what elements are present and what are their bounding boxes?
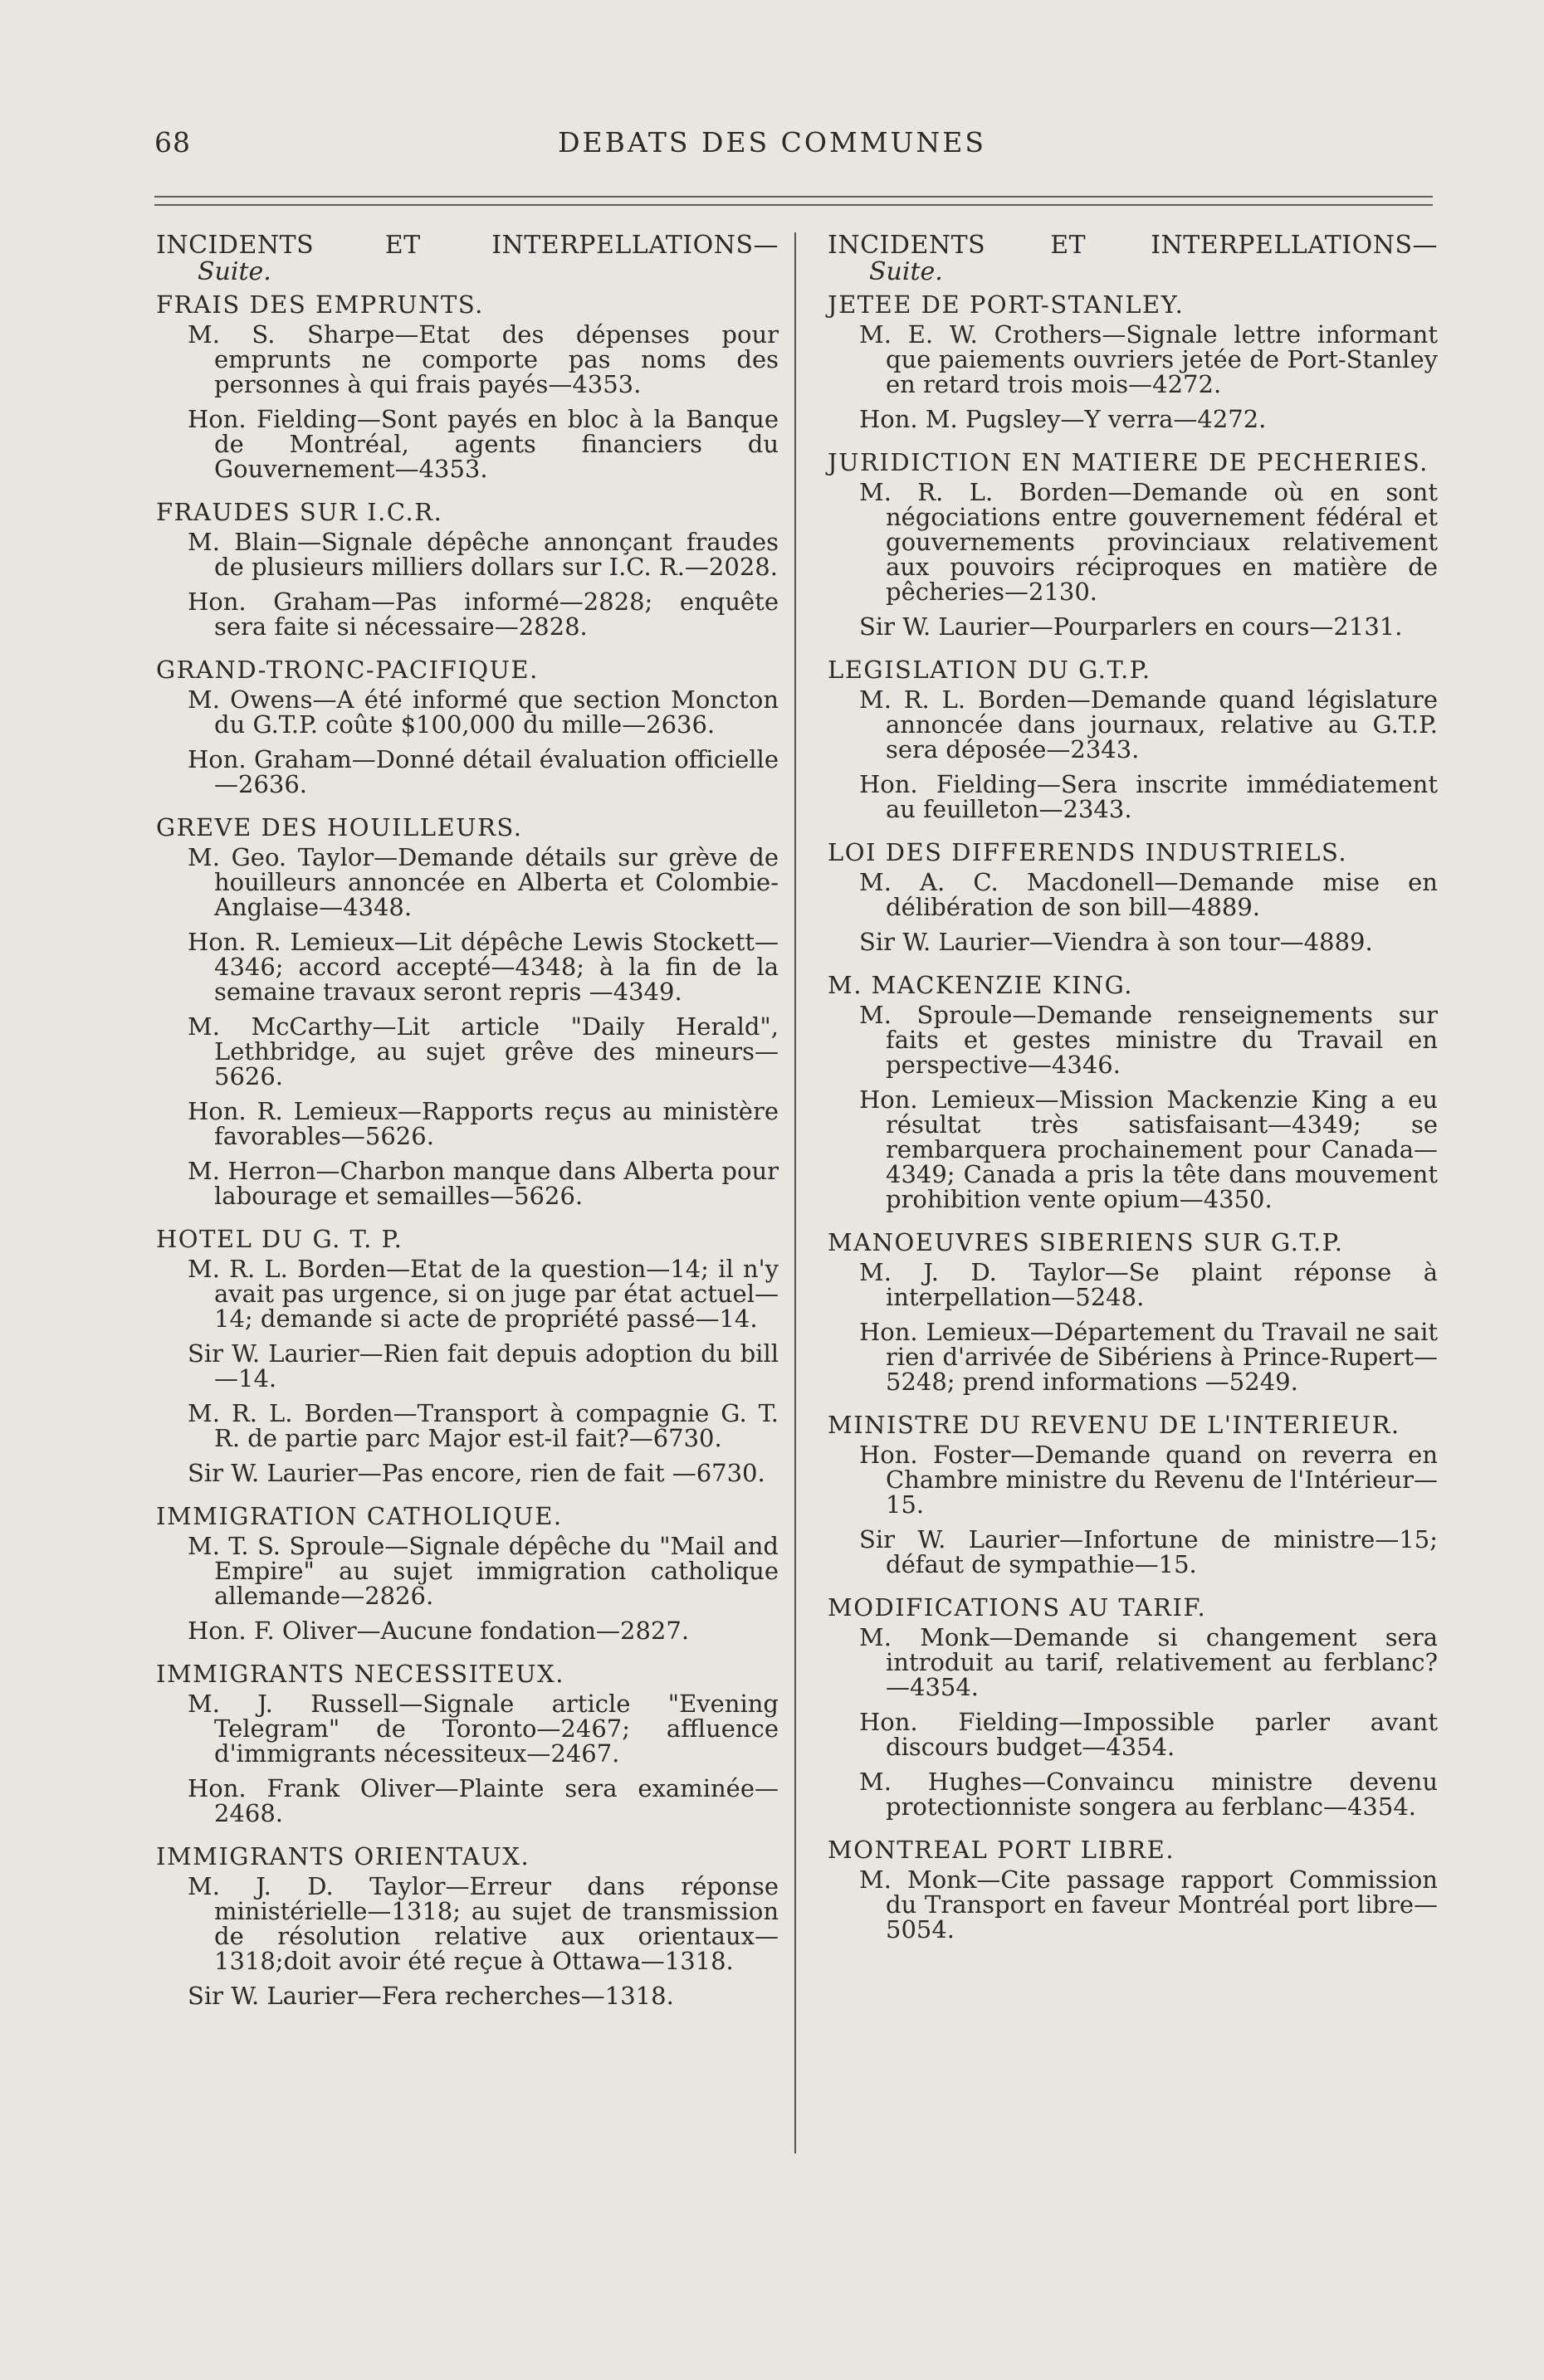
column-divider xyxy=(794,232,796,2153)
section-title: IMMIGRATION CATHOLIQUE. xyxy=(156,1502,563,1530)
section-title: IMMIGRANTS NECESSITEUX. xyxy=(156,1660,564,1688)
column-heading-word: ET xyxy=(1050,231,1087,260)
section-title: GRAND-TRONC-PACIFIQUE. xyxy=(156,656,539,684)
index-entry: M. Geo. Taylor—Demande détails sur grève de houilleurs annoncée en Alberta et Colombie-Anglaise—4348. xyxy=(188,843,779,921)
section-title: JETEE DE PORT-STANLEY. xyxy=(828,290,1185,319)
section-title: MODIFICATIONS AU TARIF. xyxy=(828,1593,1207,1622)
index-entry: M. S. Sharpe—Etat des dépenses pour emprunts ne comporte pas noms des personnes à qui frais payés—4353. xyxy=(188,320,779,398)
section-title: LEGISLATION DU G.T.P. xyxy=(828,656,1151,684)
section-title: MANOEUVRES SIBERIENS SUR G.T.P. xyxy=(828,1228,1344,1256)
index-entry: Hon. Fielding—Impossible parler avant discours budget—4354. xyxy=(859,1708,1438,1761)
section-list xyxy=(828,292,1438,1942)
index-entry: M. Sproule—Demande renseignements sur faits et gestes ministre du Travail en perspective—4346. xyxy=(859,1001,1438,1079)
index-entry: Hon. Lemieux—Mission Mackenzie King a eu résultat très satisfaisant—4349; se rembarquera prochainement pour Canada—4349; Canada a pris la tête dans mouvement prohibition vente opium—4350. xyxy=(859,1085,1438,1213)
column-heading-word: INCIDENTS xyxy=(156,231,315,260)
index-entry: Hon. Graham—Donné détail évaluation officielle—2636. xyxy=(188,745,779,798)
index-entry: Hon. F. Oliver—Aucune fondation—2827. xyxy=(188,1617,690,1645)
column-heading-word: INTERPELLATIONS— xyxy=(1151,231,1438,260)
header-rule-top xyxy=(154,196,1433,198)
index-entry: Hon. Lemieux—Département du Travail ne sait rien d'arrivée de Sibériens à Prince-Rupert—5248; prend informations —5249. xyxy=(859,1318,1438,1396)
column-heading-word: INTERPELLATIONS— xyxy=(491,231,779,260)
index-entry: M. McCarthy—Lit article "Daily Herald", Lethbridge, au sujet grêve des mineurs—5626. xyxy=(188,1012,779,1090)
section-title: FRAUDES SUR I.C.R. xyxy=(156,498,443,526)
index-entry: M. R. L. Borden—Etat de la question—14; il n'y avait pas urgence, si on juge par état actuel—14; demande si acte de propriété passé—14. xyxy=(188,1255,779,1333)
index-entry: M. J. Russell—Signale article "Evening Telegram" de Toronto—2467; affluence d'immigrants nécessiteux—2467. xyxy=(188,1690,779,1768)
page-number: 68 xyxy=(154,126,191,159)
section-title: HOTEL DU G. T. P. xyxy=(156,1225,403,1253)
column-heading-word: INCIDENTS xyxy=(828,231,986,260)
index-entry: Hon. R. Lemieux—Rapports reçus au ministère favorables—5626. xyxy=(188,1097,779,1150)
section-title: JURIDICTION EN MATIERE DE PECHERIES. xyxy=(828,448,1429,476)
index-entry: Sir W. Laurier—Infortune de ministre—15; défaut de sympathie—15. xyxy=(859,1525,1438,1578)
running-head: DEBATS DES COMMUNES xyxy=(558,126,986,159)
column-heading xyxy=(828,232,1438,259)
index-entry: M. T. S. Sproule—Signale dépêche du "Mail and Empire" au sujet immigration catholique allemande—2826. xyxy=(188,1532,779,1610)
section-title: M. MACKENZIE KING. xyxy=(828,971,1134,999)
section-title: GREVE DES HOUILLEURS. xyxy=(156,813,523,841)
section-list xyxy=(156,292,779,2008)
index-entry: M. R. L. Borden—Demande où en sont négociations entre gouvernement fédéral et gouvernements provinciaux relativement aux pouvoirs réciproques en matière de pêcheries—2130. xyxy=(859,478,1438,606)
index-entry: Hon. Foster—Demande quand on reverra en Chambre ministre du Revenu de l'Intérieur—15. xyxy=(859,1441,1438,1519)
column-heading-suite: Suite. xyxy=(869,257,943,286)
index-entry: M. J. D. Taylor—Se plaint réponse à interpellation—5248. xyxy=(859,1258,1438,1311)
index-entry: M. Hughes—Convaincu ministre devenu protectionniste songera au ferblanc—4354. xyxy=(859,1768,1438,1821)
index-entry: Sir W. Laurier—Pourparlers en cours—2131. xyxy=(859,612,1403,641)
left-column xyxy=(156,232,779,2018)
index-entry: Hon. Frank Oliver—Plainte sera examinée—2468. xyxy=(188,1774,779,1827)
index-entry: M. Herron—Charbon manque dans Alberta pour labourage et semailles—5626. xyxy=(188,1157,779,1210)
index-entry: Sir W. Laurier—Viendra à son tour—4889. xyxy=(859,928,1373,956)
index-entry: Sir W. Laurier—Fera recherches—1318. xyxy=(188,1982,674,2010)
section-title: FRAIS DES EMPRUNTS. xyxy=(156,290,484,319)
index-entry: Sir W. Laurier—Rien fait depuis adoption du bill—14. xyxy=(188,1339,779,1392)
index-entry: Hon. Fielding—Sont payés en bloc à la Banque de Montréal, agents financiers du Gouvernement—4353. xyxy=(188,405,779,483)
index-entry: Hon. R. Lemieux—Lit dépêche Lewis Stockett—4346; accord accepté—4348; à la fin de la semaine travaux seront repris —4349. xyxy=(188,928,779,1006)
section-title: IMMIGRANTS ORIENTAUX. xyxy=(156,1842,530,1870)
column-heading-word: ET xyxy=(384,231,421,260)
index-entry: Hon. Fielding—Sera inscrite immédiatement au feuilleton—2343. xyxy=(859,770,1438,823)
column-heading-suite: Suite. xyxy=(198,257,271,286)
index-entry: M. J. D. Taylor—Erreur dans réponse ministérielle—1318; au sujet de transmission de résolution relative aux orientaux—1318;doit avoir été reçue à Ottawa—1318. xyxy=(188,1872,779,1975)
index-entry: M. E. W. Crothers—Signale lettre informant que paiements ouvriers jetée de Port-Stanley en retard trois mois—4272. xyxy=(859,320,1438,398)
section-title: LOI DES DIFFERENDS INDUSTRIELS. xyxy=(828,838,1348,866)
index-entry: M. A. C. Macdonell—Demande mise en délibération de son bill—4889. xyxy=(859,868,1438,921)
index-entry: M. Monk—Demande si changement sera introduit au tarif, relativement au ferblanc?—4354. xyxy=(859,1623,1438,1701)
section-title: MINISTRE DU REVENU DE L'INTERIEUR. xyxy=(828,1411,1400,1439)
index-entry: M. R. L. Borden—Demande quand législature annoncée dans journaux, relative au G.T.P. sera déposée—2343. xyxy=(859,685,1438,763)
column-heading xyxy=(156,232,779,259)
section-title: MONTREAL PORT LIBRE. xyxy=(828,1836,1175,1864)
index-entry: Hon. M. Pugsley—Y verra—4272. xyxy=(859,405,1267,433)
index-entry: M. Blain—Signale dépêche annonçant fraudes de plusieurs milliers dollars sur I.C. R.—2028. xyxy=(188,528,779,581)
index-entry: Sir W. Laurier—Pas encore, rien de fait —6730. xyxy=(188,1459,765,1487)
index-entry: M. Monk—Cite passage rapport Commission du Transport en faveur Montréal port libre—5054. xyxy=(859,1865,1438,1944)
index-entry: Hon. Graham—Pas informé—2828; enquête sera faite si nécessaire—2828. xyxy=(188,588,779,641)
index-entry: M. R. L. Borden—Transport à compagnie G. T. R. de partie parc Major est-il fait?—6730. xyxy=(188,1399,779,1452)
index-entry: M. Owens—A été informé que section Moncton du G.T.P. coûte $100,000 du mille—2636. xyxy=(188,685,779,739)
right-column xyxy=(828,232,1438,1952)
header-rule-bottom xyxy=(154,204,1433,206)
